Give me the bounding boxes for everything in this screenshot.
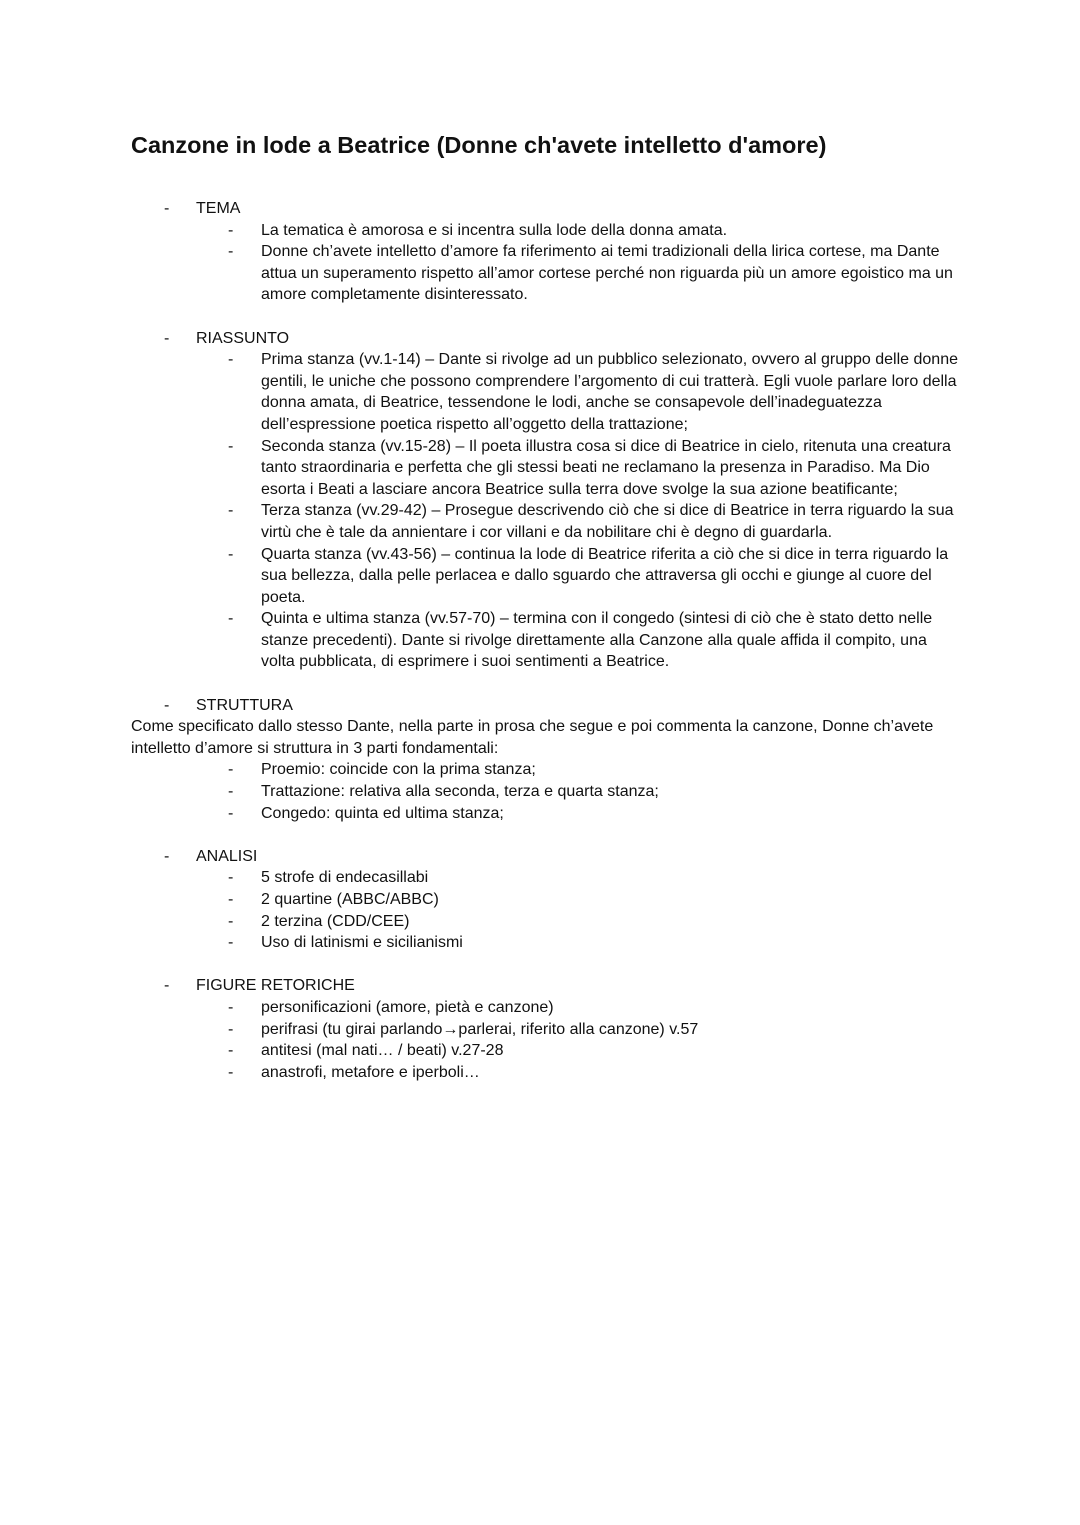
- list-item: [131, 911, 961, 933]
- section-riassunto: [131, 328, 961, 674]
- tema-list: [131, 220, 961, 306]
- bullet-dash: -: [228, 783, 234, 801]
- list-item-text: anastrofi, metafore e iperboli…: [261, 1063, 480, 1081]
- section-figure-retoriche: [131, 975, 961, 1083]
- struttura-intro: Come specificato dallo stesso Dante, nella parte in prosa che segue e poi commenta la canzone, Donne ch’avete intelletto d’amore si struttura in 3 parti fondamentali:: [131, 718, 934, 757]
- list-item-text: Quarta stanza (vv.43-56) – continua la lode di Beatrice riferita a ciò che si dice in terra riguardo la sua bellezza, dalla pelle perlacea e dallo sguardo che attraversa gli occhi e giunge al cuore del poeta.: [261, 545, 949, 606]
- bullet-dash: -: [228, 545, 234, 563]
- list-item: [131, 608, 961, 673]
- list-item: [131, 436, 961, 501]
- list-item-text: Seconda stanza (vv.15-28) – Il poeta illustra cosa si dice di Beatrice in cielo, ritenuta una creatura tanto straordinaria e perfetta che gli stessi beati ne reclamano la presenza in Paradiso. Ma Dio esorta i Beati a lasciare ancora Beatrice sulla terra dove svolge la sua azione beatificante;: [261, 437, 951, 498]
- section-analisi: [131, 846, 961, 954]
- document-page: [131, 130, 961, 1083]
- list-item-text: La tematica è amorosa e si incentra sulla lode della donna amata.: [261, 221, 728, 239]
- bullet-dash: -: [228, 351, 234, 369]
- list-item-text: Congedo: quinta ed ultima stanza;: [261, 804, 504, 822]
- bullet-dash: -: [228, 891, 234, 908]
- bullet-dash: -: [164, 977, 170, 995]
- list-item-text: Trattazione: relativa alla seconda, terza e quarta stanza;: [261, 783, 659, 801]
- list-item-text: 2 terzina (CDD/CEE): [261, 912, 410, 930]
- list-item: [131, 349, 961, 435]
- list-item: [131, 544, 961, 609]
- section-heading-label: TEMA: [196, 200, 241, 217]
- riassunto-list: [131, 349, 961, 673]
- analisi-list: [131, 867, 961, 953]
- bullet-dash: -: [164, 329, 170, 347]
- section-heading-tema: [131, 198, 961, 220]
- bullet-dash: -: [164, 847, 170, 865]
- struttura-list: [131, 759, 961, 824]
- list-item: [131, 867, 961, 889]
- list-item: [131, 1019, 961, 1041]
- bullet-dash: -: [228, 761, 234, 779]
- bullet-dash: -: [228, 869, 234, 887]
- list-item-text: Quinta e ultima stanza (vv.57-70) – termina con il congedo (sintesi di ciò che è stato detto nelle stanze precedenti). Dante si rivolge direttamente alla Canzone alla quale affida il compito, una volta pubblicata, di esprimere i suoi sentimenti a Beatrice.: [261, 610, 933, 671]
- bullet-dash: -: [228, 1042, 234, 1060]
- list-item-text: 2 quartine (ABBC/ABBC): [261, 891, 439, 908]
- section-struttura: [131, 695, 961, 825]
- list-item-text: Uso di latinismi e sicilianismi: [261, 934, 463, 952]
- list-item-text: antitesi (mal nati… / beati) v.27-28: [261, 1042, 504, 1060]
- list-item-text: Proemio: coincide con la prima stanza;: [261, 761, 536, 779]
- list-item: [131, 759, 961, 781]
- bullet-dash: -: [228, 1063, 234, 1081]
- list-item-text: personificazioni (amore, pietà e canzone): [261, 998, 554, 1016]
- bullet-dash: -: [228, 804, 234, 822]
- list-item: [131, 997, 961, 1019]
- section-heading-analisi: [131, 846, 961, 868]
- document-title: Canzone in lode a Beatrice (Donne ch'avete intelletto d'amore): [131, 132, 827, 158]
- section-heading-label: FIGURE RETORICHE: [196, 977, 355, 995]
- bullet-dash: -: [228, 998, 234, 1016]
- bullet-dash: -: [228, 1020, 234, 1038]
- list-item-text: Terza stanza (vv.29-42) – Prosegue descrivendo ciò che si dice di Beatrice in terra riguardo la sua virtù che è tale da annientare i cor villani e da nobilitare chi è degno di guardarla.: [261, 502, 954, 541]
- list-item-text: perifrasi (tu girai parlando→parlerai, riferito alla canzone) v.57: [261, 1020, 699, 1038]
- list-item-text: 5 strofe di endecasillabi: [261, 869, 429, 887]
- bullet-dash: -: [228, 221, 234, 239]
- list-item: [131, 220, 961, 242]
- bullet-dash: -: [228, 912, 234, 930]
- section-heading-label: RIASSUNTO: [196, 329, 290, 347]
- list-item: [131, 932, 961, 954]
- list-item: [131, 781, 961, 803]
- list-item: [131, 889, 961, 911]
- bullet-dash: -: [228, 243, 234, 261]
- list-item: [131, 241, 961, 306]
- bullet-dash: -: [164, 200, 170, 217]
- list-item: [131, 803, 961, 825]
- bullet-dash: -: [228, 502, 234, 520]
- section-heading-riassunto: [131, 328, 961, 350]
- bullet-dash: -: [228, 610, 234, 628]
- list-item: [131, 1040, 961, 1062]
- bullet-dash: -: [164, 696, 170, 714]
- section-tema: [131, 198, 961, 306]
- section-heading-struttura: [131, 695, 961, 717]
- bullet-dash: -: [228, 437, 234, 455]
- list-item: [131, 500, 961, 543]
- section-heading-label: ANALISI: [196, 847, 258, 865]
- list-item-text: Prima stanza (vv.1-14) – Dante si rivolge ad un pubblico selezionato, ovvero al gruppo delle donne gentili, le uniche che possono comprendere l’argomento di cui tratterà. Egli vuole parlare loro della donna amata, di Beatrice, tessendone le lodi, anche se consapevole dell’inadeguatezza dell’espressione poetica rispetto all’oggetto della trattazione;: [261, 351, 958, 433]
- bullet-dash: -: [228, 934, 234, 952]
- list-item-text: Donne ch’avete intelletto d’amore fa riferimento ai temi tradizionali della lirica cortese, ma Dante attua un superamento rispetto all’amor cortese perché non riguarda più un amore egoistico ma un amore completamente disinteressato.: [261, 243, 953, 304]
- figure-retoriche-list: [131, 997, 961, 1083]
- list-item: [131, 1062, 961, 1084]
- section-heading-label: STRUTTURA: [196, 696, 293, 714]
- section-heading-figure-retoriche: [131, 975, 961, 997]
